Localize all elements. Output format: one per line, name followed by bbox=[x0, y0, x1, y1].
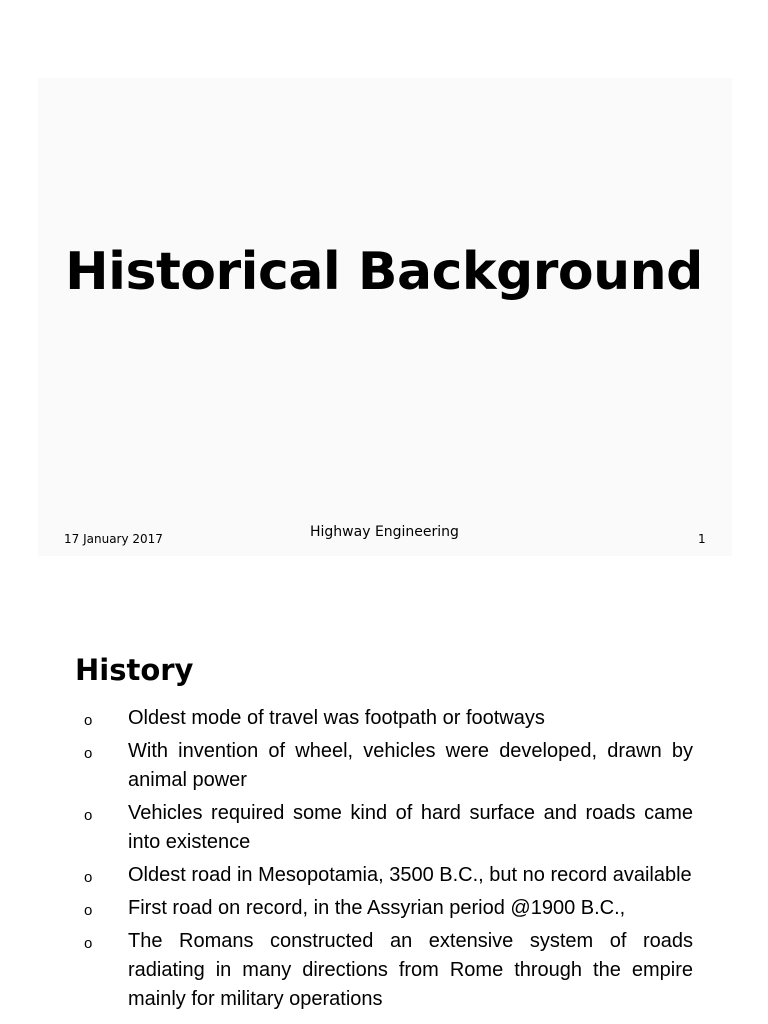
bullet-text: Oldest road in Mesopotamia, 3500 B.C., but no record available bbox=[128, 864, 692, 886]
list-item bbox=[0, 737, 693, 795]
footer-page-number: 1 bbox=[698, 532, 706, 546]
slide-heading: History bbox=[75, 653, 194, 687]
bullet-circle-icon: o bbox=[84, 935, 93, 952]
bullet-circle-icon: o bbox=[84, 902, 93, 919]
bullet-circle-icon: o bbox=[84, 807, 93, 824]
list-item bbox=[0, 799, 693, 857]
slide-background bbox=[38, 78, 732, 556]
list-item bbox=[0, 861, 693, 890]
footer-date: 17 January 2017 bbox=[64, 532, 163, 546]
bullet-text: With invention of wheel, vehicles were developed, drawn by animal power bbox=[128, 740, 693, 791]
bullet-text: Vehicles required some kind of hard surface and roads came into existence bbox=[128, 802, 693, 853]
list-item bbox=[0, 927, 693, 1014]
history-slide bbox=[0, 580, 768, 1024]
bullet-text: Oldest mode of travel was footpath or footways bbox=[128, 707, 545, 729]
bullet-text: First road on record, in the Assyrian period @1900 B.C., bbox=[128, 897, 626, 919]
footer-course-title: Highway Engineering bbox=[310, 524, 459, 540]
bullet-circle-icon: o bbox=[84, 712, 93, 729]
list-item bbox=[0, 704, 693, 733]
slide-title: Historical Background bbox=[65, 242, 703, 302]
bullet-text: The Romans constructed an extensive system of roads radiating in many directions from Rome through the empire mainly for military operations bbox=[128, 930, 693, 1010]
list-item bbox=[0, 894, 693, 923]
bullet-circle-icon: o bbox=[84, 869, 93, 886]
bullet-list bbox=[0, 704, 768, 1018]
bullet-circle-icon: o bbox=[84, 745, 93, 762]
